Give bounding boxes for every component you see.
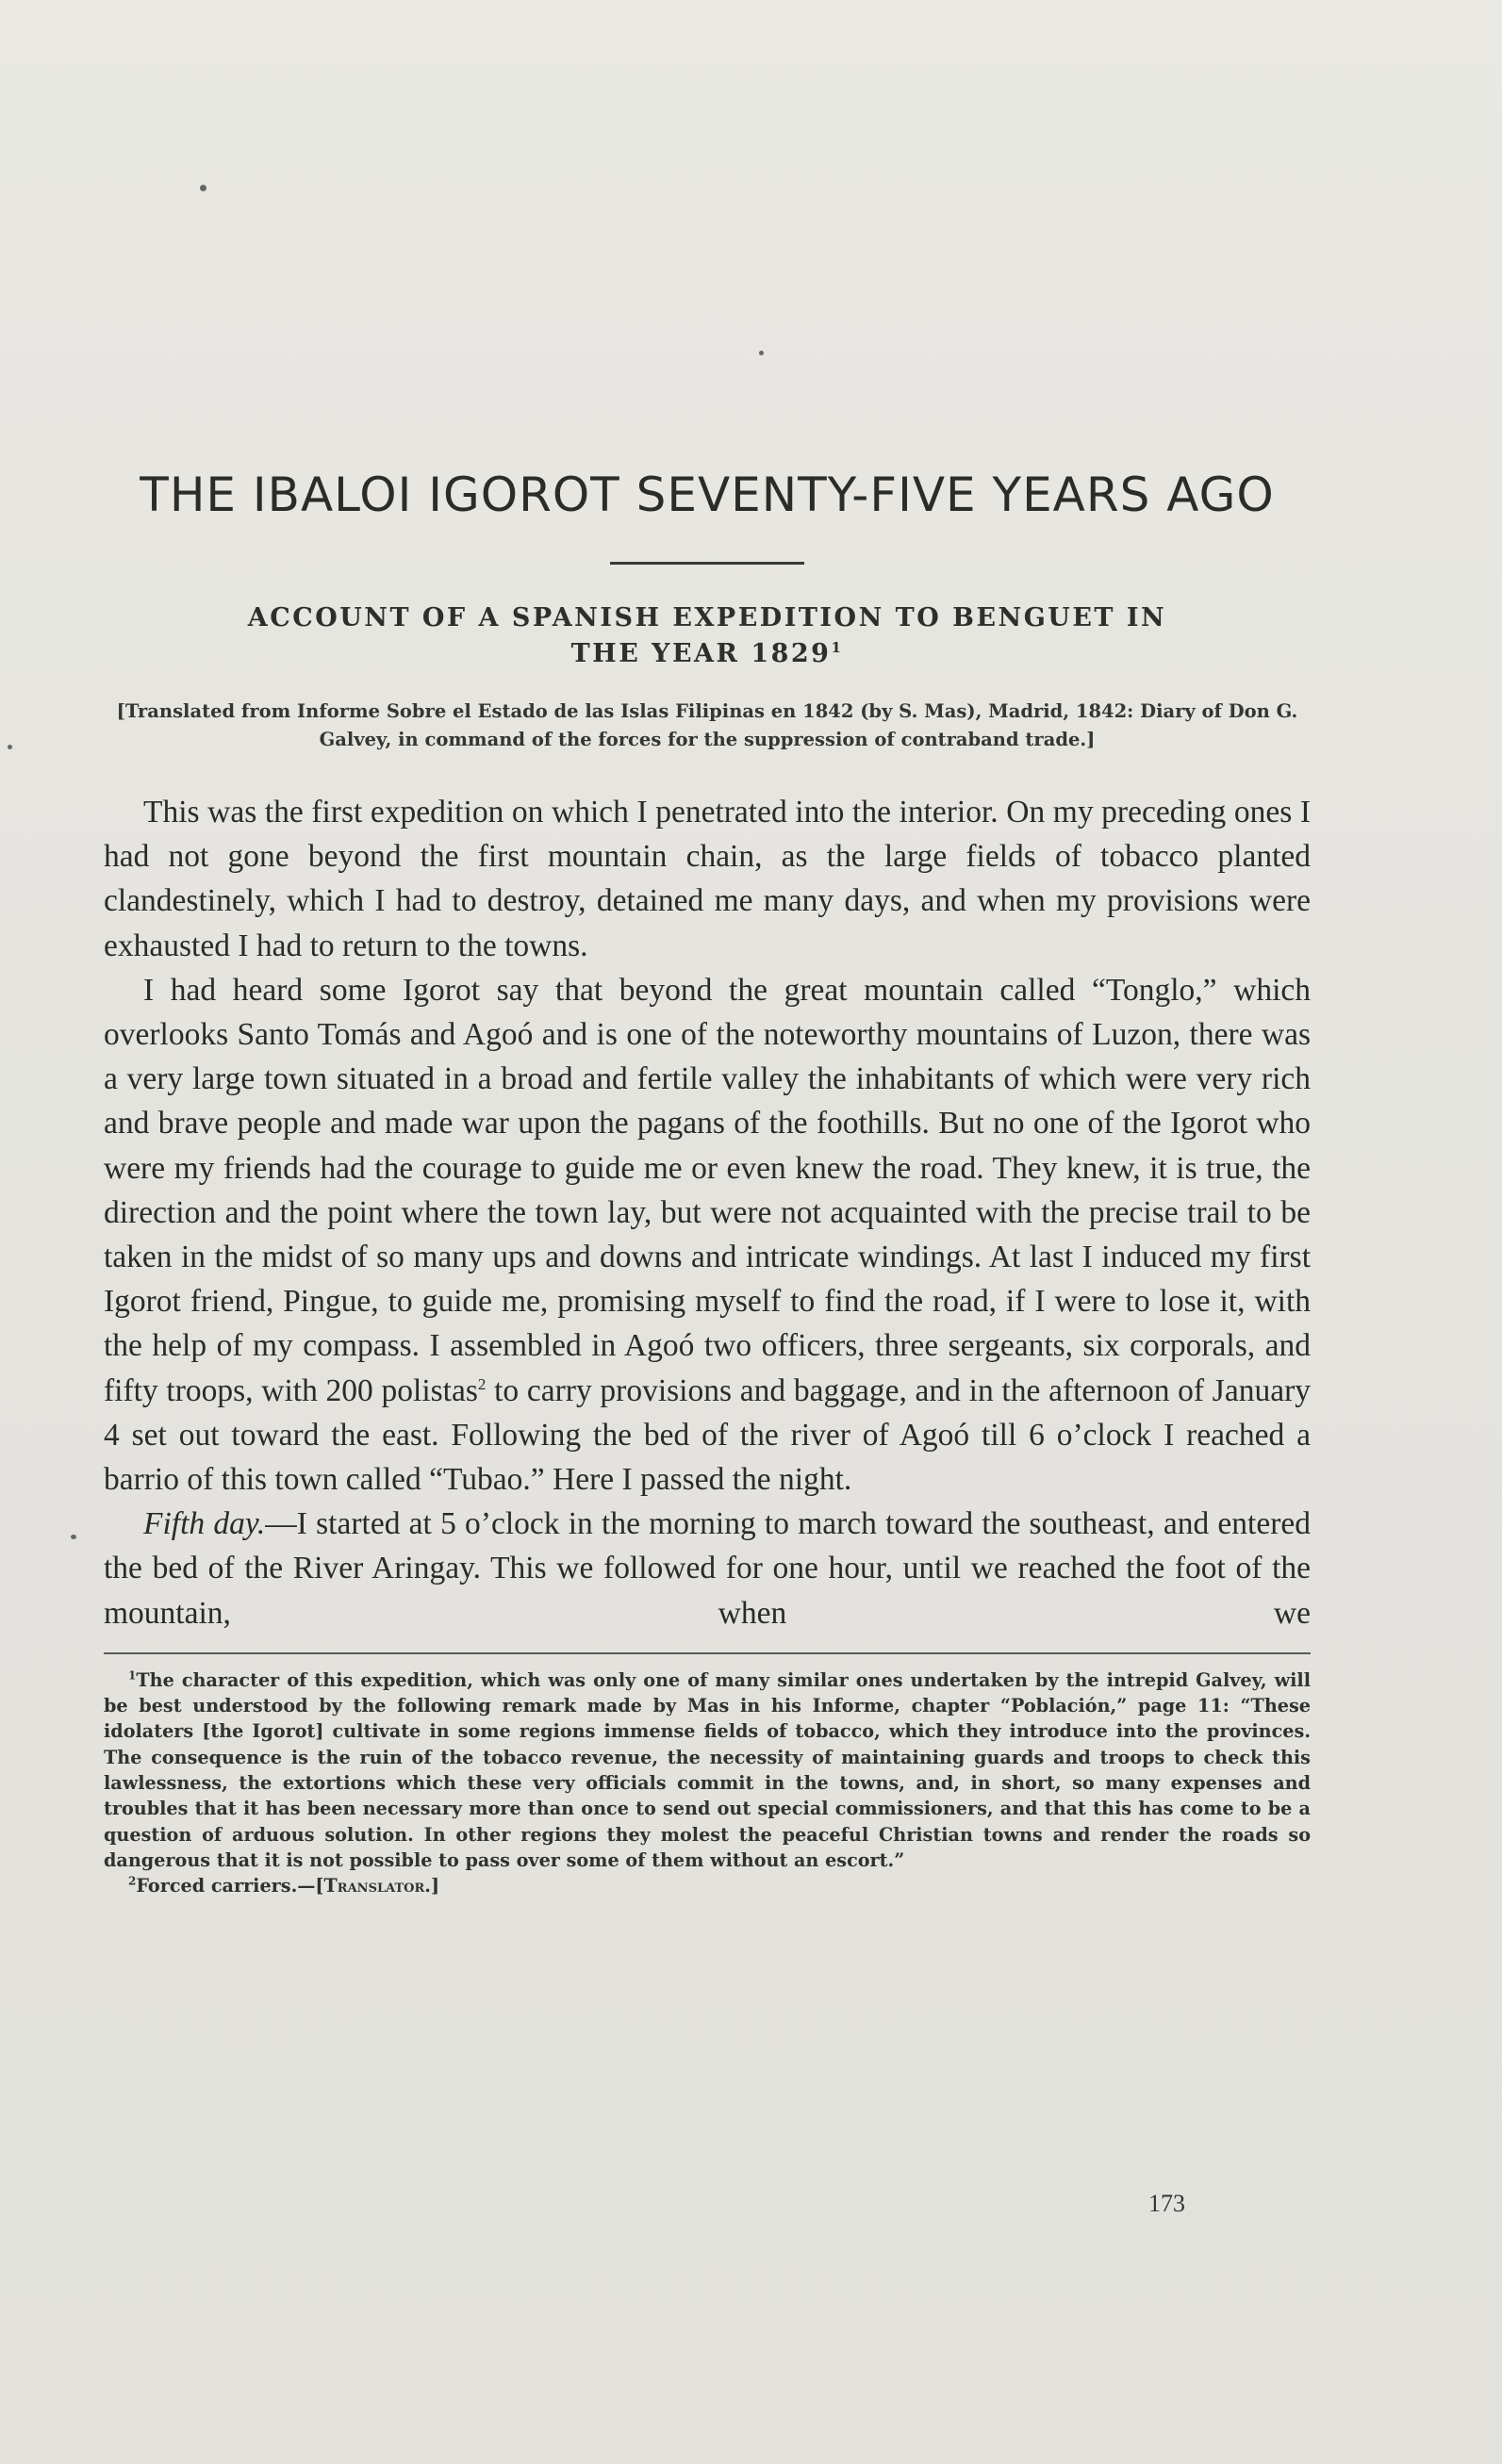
footnote-rule <box>104 1652 1311 1654</box>
paragraph-3-text: —I started at 5 o’clock in the morning to march toward the southeast, and entered the bed of the River Aringay. This we followed for one hour, until we reached the foot of the mountain, when we <box>104 1506 1311 1631</box>
footnotes <box>104 1667 1311 1899</box>
paragraph-2-part-b: to carry provisions and baggage, and in the afternoon of January 4 set out toward the east. Following the bed of the river of Agoó till 6 o’clock I reached a barrio of this town called “Tubao.” Here I passed the night. <box>104 1372 1311 1498</box>
page-speck <box>200 185 206 191</box>
footnote-2-translator: Translator <box>323 1875 425 1897</box>
footnote-1 <box>104 1667 1311 1873</box>
page-content <box>104 462 1311 1899</box>
page-speck <box>8 745 12 749</box>
footnote-1-text: The character of this expedition, which was only one of many similar ones undertaken by the intrepid Galvey, will be best understood by the following remark made by Mas in his Informe, chapter “Población,” page 11: “These idolaters [the Igorot] cultivate in some regions immense fields of tobacco, which they introduce into the provinces. The consequence is the ruin of the tobacco revenue, the necessity of maintaining guards and troops to check this lawlessness, the extortions which these very officials commit in the towns, and, in short, so many expenses and troubles that it has been necessary more than once to send out special commissioners, and that this has come to be a question of arduous solution. In other regions they molest the peaceful Christian towns and render the roads so dangerous that it is not possible to pass over some of them without an escort.” <box>104 1668 1311 1871</box>
footnote-2-marker: 2 <box>128 1874 137 1888</box>
footnote-2 <box>104 1873 1311 1898</box>
footnote-2-close: .] <box>424 1875 440 1897</box>
footnote-1-marker: 1 <box>128 1668 137 1683</box>
page-speck <box>71 1535 76 1539</box>
paragraph-3 <box>104 1502 1311 1635</box>
title-rule <box>610 562 804 565</box>
page-speck <box>759 351 764 355</box>
source-note: [Translated from Informe Sobre el Estado de las Islas Filipinas en 1842 (by S. Mas), Madrid, 1842: Diary of Don G. Galvey, in command of the forces for the suppression of contraband trade.] <box>116 700 1298 750</box>
page-number: 173 <box>1148 2190 1185 2217</box>
fifth-day-label: Fifth day. <box>143 1506 266 1542</box>
subtitle-line-2: THE YEAR 1829 <box>570 639 832 668</box>
paragraph-1: This was the first expedition on which I penetrated into the interior. On my preceding ones I had not gone beyond the first mountain chain, as the large fields of tobacco planted clandestinely, which I had to destroy, detained me many days, and when my provisions were exhausted I had to return to the towns. <box>104 795 1311 963</box>
article-subtitle <box>160 600 1254 672</box>
body-text <box>104 790 1311 1635</box>
article-title: THE IBALOI IGOROT SEVENTY-FIVE YEARS AGO <box>140 468 1275 522</box>
paragraph-2-part-a: I had heard some Igorot say that beyond the great mountain called “Tonglo,” which overlooks Santo Tomás and Agoó and is one of the noteworthy mountains of Luzon, there was a very large town situated in a broad and fertile valley the inhabitants of which were very rich and brave people and made war upon the pagans of the foothills. But no one of the Igorot who were my friends had the courage to guide me or even knew the road. They knew, it is true, the direction and the point where the town lay, but were not acquainted with the precise trail to be taken in the midst of so many ups and downs and intricate windings. At last I induced my first Igorot friend, Pingue, to guide me, promising myself to find the road, if I were to lose it, with the help of my compass. I assembled in Agoó two officers, three sergeants, six corporals, and fifty troops, with 200 polistas <box>104 972 1311 1408</box>
subtitle-line-1: ACCOUNT OF A SPANISH EXPEDITION TO BENGUET IN <box>247 603 1167 632</box>
polistas-footnote-ref: 2 <box>477 1374 487 1393</box>
paragraph-2 <box>104 968 1311 1502</box>
footnote-2-text: Forced carriers.—[ <box>136 1875 324 1897</box>
subtitle-footnote-ref: 1 <box>831 639 844 656</box>
